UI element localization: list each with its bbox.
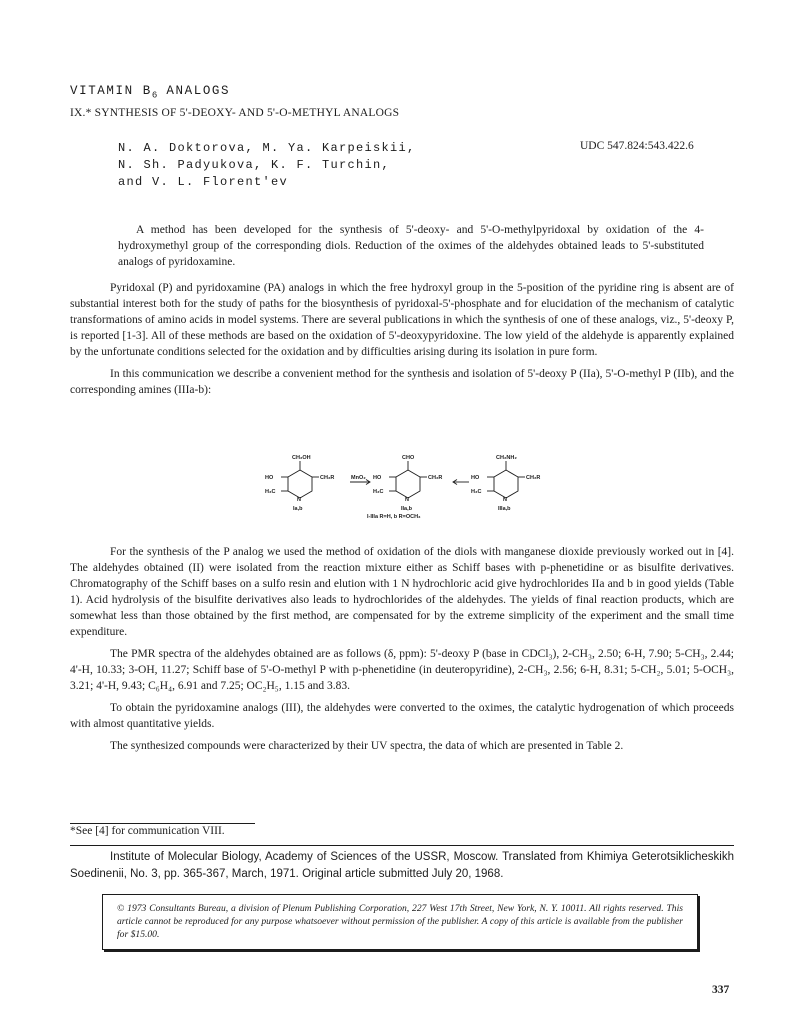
intro-section [70,280,734,398]
mol1-nitrogen: N [297,497,301,503]
mol2-ch2r: CH₂R [428,475,443,481]
paragraph: For the synthesis of the P analog we used the method of oxidation of the diols with manganese dioxide previously worked out in [4]. The aldehydes obtained (II) were isolated from the reaction mixture either as Schiff bases with p-phenetidine or as bisulfite derivatives. Chromatography of the Schiff bases on a sulfo resin and elution with 1 N hydrochloric acid give hydrochlorides IIa and b in good yields (Table 1). Acid hydrolysis of the bisulfite derivatives also leads to hydrochlorides of the aldehydes. The yields of final reaction products, which are somewhat less than those obtained by the first method, are compensated for by the extreme simplicity of the experiment and the small time expenditure. [70,546,734,638]
abstract-text: A method has been developed for the synthesis of 5'-deoxy- and 5'-O-methylpyridoxal by oxidation of the 4-hydroxymethyl group of the corresponding diols. Reduction of the oximes of the aldehydes obtained leads to 5'-substituted analogs of pyridoxamine. [118,224,704,268]
mol1-methyl: H₃C [265,489,276,495]
mol3-nitrogen: N [503,497,507,503]
mol1-top-group: CH₂OH [292,455,311,461]
footnote-rule [70,823,255,824]
mol2-hydroxy: HO [373,475,382,481]
mol1-label: Ia,b [293,506,303,512]
affiliation-rule [70,845,734,846]
reaction-scheme-drawing [255,450,545,525]
mol3-methyl: H₃C [471,489,482,495]
author-line: N. A. Doktorova, M. Ya. Karpeiskii, [118,141,416,155]
paragraph: To obtain the pyridoxamine analogs (III), the aldehydes were converted to the oximes, the catalytic hydrogenation of which proceeds with almost quantitative yields. [70,702,734,730]
paragraph: In this communication we describe a convenient method for the synthesis and isolation of 5'-deoxy P (IIa), 5'-O-methyl P (IIb), and the corresponding amines (IIIa-b): [70,368,734,396]
affiliation-text: Institute of Molecular Biology, Academy of Sciences of the USSR, Moscow. Translated from Khimiya Geterotsiklicheskikh Soedinenii, No. 3, pp. 365-367, March, 1971. Original article submitted July 20, 1968. [70,851,734,880]
udc-code: UDC 547.824:543.422.6 [580,140,694,152]
affiliation [70,849,734,883]
reagent: MnO₂ [351,475,366,481]
copyright-notice: © 1973 Consultants Bureau, a division of Plenum Publishing Corporation, 227 West 17th Street, New York, N. Y. 10011. All rights reserved. This article cannot be reproduced for any purpose whatsoever without permission of the publisher. A copy of this article is available from the publisher for $15.00. [102,894,698,950]
mol3-top-group: CH₂NH₂ [496,455,517,461]
paragraph: Pyridoxal (P) and pyridoxamine (PA) analogs in which the free hydroxyl group in the 5-position of the pyridine ring is absent are of substantial interest both for the study of paths for the biosynthesis of pyridoxal-5'-phosphate and for elucidation of the mechanism of catalytic transformations of amino acids in model systems. There are several publications in which the synthesis of one of these analogs, viz., 5'-deoxy P, is reported [1-3]. All of these methods are based on the oxidation of 5'-deoxypyridoxine. The low yield of the aldehyde is apparently explained by the unfortunate conditions selected for the oxidation and by difficulties arising during its isolation in pure form. [70,282,734,358]
mol1-hydroxy: HO [265,475,274,481]
mol2-nitrogen: N [405,497,409,503]
author-list [118,140,416,191]
mol3-hydroxy: HO [471,475,480,481]
author-line: N. Sh. Padyukova, K. F. Turchin, [118,158,391,172]
page-number: 337 [712,984,730,996]
mol2-label: IIa,b [401,506,413,512]
mol2-methyl: H₃C [373,489,384,495]
article-title: IX.* SYNTHESIS OF 5'-DEOXY- AND 5'-O-METHYL ANALOGS [70,107,400,119]
reaction-scheme [255,450,545,525]
author-line: and V. L. Florent'ev [118,175,289,189]
methods-section [70,544,734,754]
mol3-ch2r: CH₂R [526,475,541,481]
scheme-legend: I-IIIa R=H, b R=OCH₃ [367,514,421,520]
footnote: *See [4] for communication VIII. [70,825,225,837]
mol3-label: IIIa,b [498,506,511,512]
paragraph: The synthesized compounds were characterized by their UV spectra, the data of which are presented in Table 2. [110,740,624,752]
abstract [118,222,704,270]
mol1-ch2r: CH₂R [320,475,335,481]
series-title: VITAMIN $B_6$ ANALOGS [70,84,231,101]
mol2-top-group: CHO [402,455,415,461]
paragraph: The PMR spectra of the aldehydes obtained are as follows (δ, ppm): 5'-deoxy P (base in CDCl₃), 2-CH₃, 2.50; 6-H, 7.90; 5-CH₃, 2.44; 4'-H, 10.33; 3-OH, 11.27; Schiff base of 5'-O-methyl P with p-phenetidine (in deuteropyridine), 2-CH₃, 2.56; 6-H, 8.31; 5-CH₂, 5.01; 5-OCH₃, 3.21; 4'-H, 9.43; C₆H₄, 6.91 and 7.25; OC₂H₅, 1.15 and 3.83. [70,648,734,692]
